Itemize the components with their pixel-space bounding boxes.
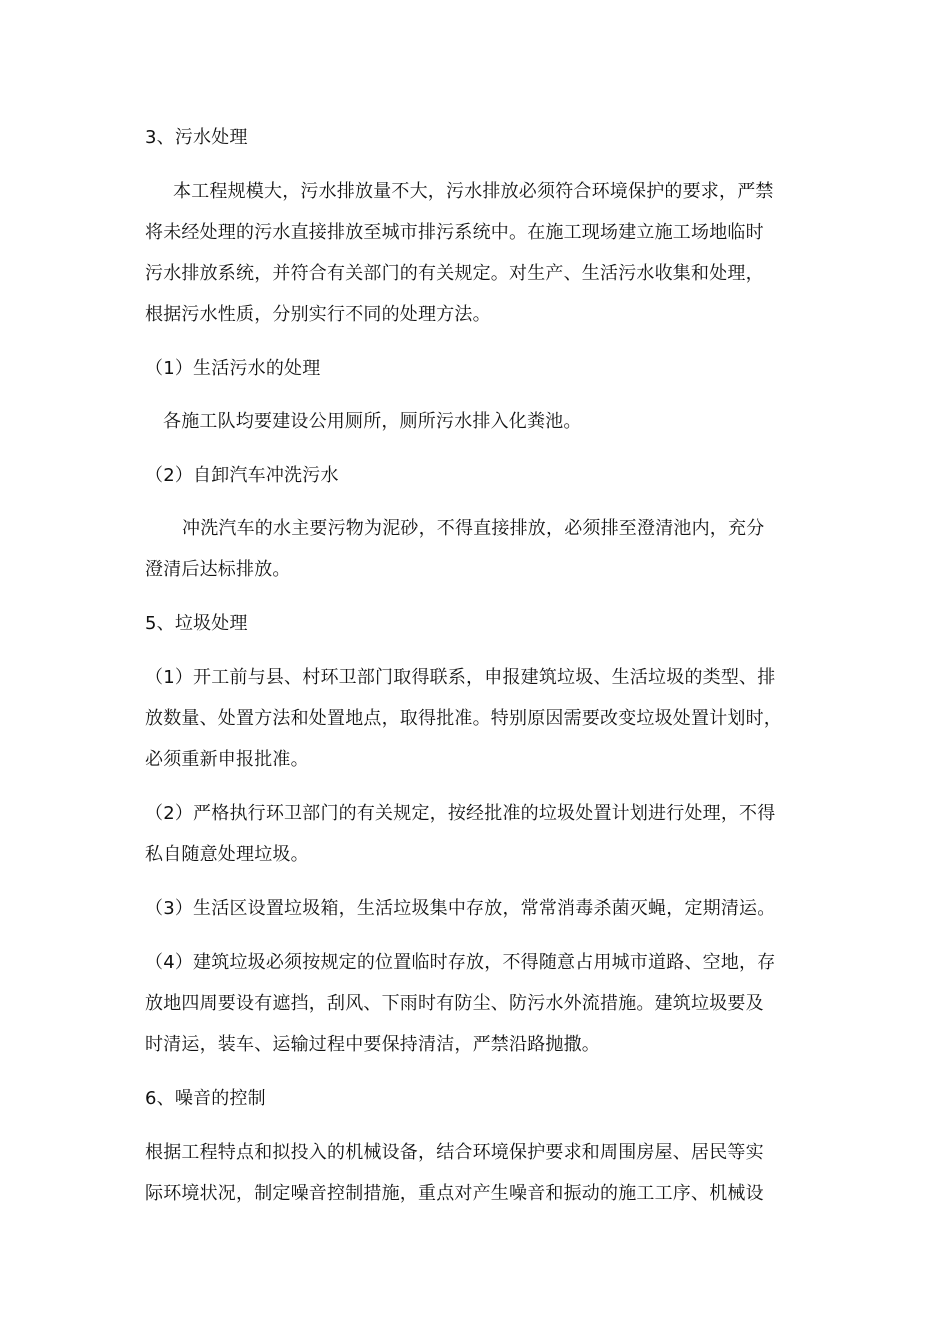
paragraph-line: 放地四周要设有遮挡，刮风、下雨时有防尘、防污水外流措施。建筑垃圾要及 [145, 993, 764, 1014]
paragraph-line: 本工程规模大，污水排放量不大，污水排放必须符合环境保护的要求，严禁 [173, 181, 774, 202]
subheading-truck-washing-water: （2）自卸汽车冲洗污水 [145, 465, 339, 486]
paragraph-line: 冲洗汽车的水主要污物为泥砂，不得直接排放，必须排至澄清池内，充分 [182, 518, 765, 539]
paragraph-line: 根据污水性质，分别实行不同的处理方法。 [145, 304, 491, 325]
paragraph-line: （1）开工前与县、村环卫部门取得联系，申报建筑垃圾、生活垃圾的类型、排 [145, 667, 776, 688]
subheading-domestic-sewage: （1）生活污水的处理 [145, 358, 321, 379]
heading-noise-control: 6、噪音的控制 [145, 1088, 266, 1109]
paragraph-line: 各施工队均要建设公用厕所，厕所污水排入化粪池。 [163, 411, 582, 432]
paragraph-line: 必须重新申报批准。 [145, 749, 309, 770]
paragraph-line: （4）建筑垃圾必须按规定的位置临时存放，不得随意占用城市道路、空地，存 [145, 952, 776, 973]
paragraph-line: （3）生活区设置垃圾箱，生活垃圾集中存放，常常消毒杀菌灭蝇，定期清运。 [145, 898, 776, 919]
paragraph-line: 污水排放系统，并符合有关部门的有关规定。对生产、生活污水收集和处理， [145, 263, 764, 284]
paragraph-line: 澄清后达标排放。 [145, 559, 291, 580]
paragraph-line: 根据工程特点和拟投入的机械设备，结合环境保护要求和周围房屋、居民等实 [145, 1142, 764, 1163]
paragraph-line: 时清运，装车、运输过程中要保持清洁，严禁沿路抛撒。 [145, 1034, 600, 1055]
paragraph-line: （2）严格执行环卫部门的有关规定，按经批准的垃圾处置计划进行处理，不得 [145, 803, 776, 824]
heading-garbage-treatment: 5、垃圾处理 [145, 613, 248, 634]
heading-wastewater-treatment: 3、污水处理 [145, 127, 248, 148]
paragraph-line: 放数量、处置方法和处置地点，取得批准。特别原因需要改变垃圾处置计划时， [145, 708, 782, 729]
paragraph-line: 将未经处理的污水直接排放至城市排污系统中。在施工现场建立施工场地临时 [145, 222, 764, 243]
paragraph-line: 私自随意处理垃圾。 [145, 844, 309, 865]
paragraph-line: 际环境状况，制定噪音控制措施，重点对产生噪音和振动的施工工序、机械设 [145, 1183, 764, 1204]
